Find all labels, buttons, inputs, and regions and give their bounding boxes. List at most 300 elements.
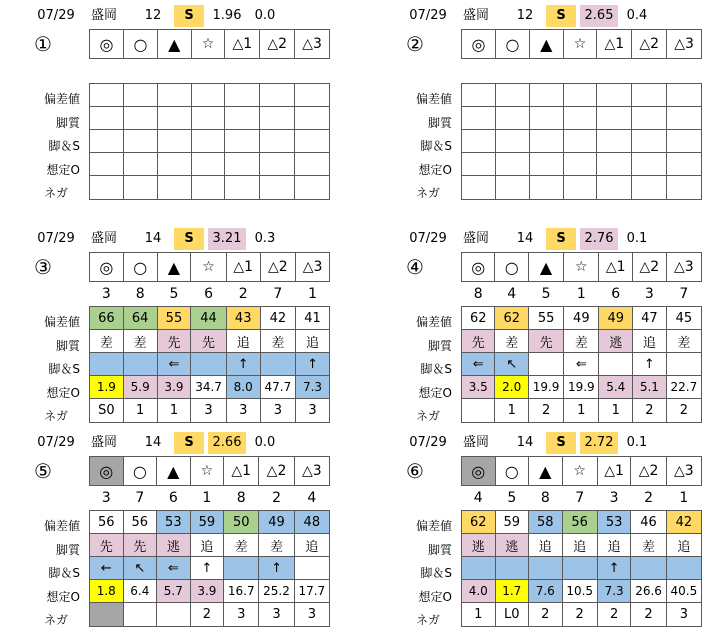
mark-cell: ○ [495,253,528,282]
running-style-cell: 差 [631,534,666,557]
nega-cell [295,176,330,200]
mark-cell: △2 [633,253,667,282]
ashi-s-row [462,557,702,580]
running-style-cell [632,107,667,130]
mark-cell: △3 [294,457,329,486]
horse-number-cell: 8 [540,490,550,506]
expected-odds-cell: 7.3 [296,376,330,399]
nega-cell: 2 [597,603,631,627]
nega-cell: 1 [157,399,191,423]
horse-number-cell [563,59,597,84]
deviation-cell: 56 [90,511,124,534]
deviation-cell: 49 [564,307,599,330]
expected-odds-cell [529,153,563,176]
nega-cell: 3 [226,399,260,423]
nega-cell: 2 [529,603,563,627]
ashi-s-cell: ⇐ [157,557,191,580]
running-style-row [462,330,702,353]
ashi-s-cell: ⇐ [462,353,495,376]
expected-odds-cell: 26.6 [631,580,666,603]
deviation-row [90,84,330,107]
nega-cell: 3 [294,603,329,627]
ashi-s-cell [529,557,563,580]
deviation-cell: 46 [631,511,666,534]
horse-number-cell: 5 [541,286,551,302]
deviation-cell [462,84,496,107]
grade-badge: S [174,228,204,250]
running-style-cell [295,107,330,130]
horse-number-cell [529,59,563,84]
running-style-cell: 追 [666,534,701,557]
running-style-cell: 逃 [599,330,633,353]
row-label: 想定O [46,385,80,400]
running-style-cell: 先 [157,330,191,353]
ashi-s-cell [157,130,191,153]
horse-number-row [90,486,330,511]
index-value: 2.72 [580,432,618,454]
race-number: ④ [406,255,424,279]
expected-odds-cell [495,153,529,176]
race-date: 07/29 [409,8,447,23]
deviation-cell: 56 [123,511,157,534]
deviation-cell: 59 [190,511,224,534]
horse-number-cell: 8 [236,490,246,506]
expected-odds-cell: 40.5 [666,580,701,603]
ashi-s-cell [123,353,157,376]
deviation-cell [563,84,597,107]
nega-cell [462,399,495,423]
nega-cell: 1 [564,399,599,423]
ashi-s-cell [666,353,701,376]
row-label: 偏差値 [415,315,452,329]
panel-header [30,432,330,456]
horse-number-cell [90,59,124,84]
ashi-s-cell: ↑ [190,557,224,580]
mark-cell: △3 [296,253,330,282]
index-value: 2.76 [580,228,618,250]
ashi-s-cell: ↖ [495,353,528,376]
running-style-row [462,107,702,130]
running-style-cell: 先 [191,330,226,353]
runner-count: 14 [516,231,534,246]
expected-odds-row [90,376,330,399]
nega-row [462,176,702,200]
horse-number-cell: 4 [507,286,517,302]
race-date: 07/29 [37,435,75,450]
diff-value: 0.3 [254,231,276,246]
venue-name: 盛岡 [90,231,117,246]
ashi-s-cell: ← [90,557,124,580]
expected-odds-cell: 19.9 [528,376,563,399]
deviation-cell: 53 [597,511,631,534]
ashi-s-cell [260,130,295,153]
expected-odds-cell: 3.9 [157,376,191,399]
horse-number-cell: 8 [473,286,483,302]
panel-header [30,5,330,29]
deviation-cell [90,84,124,107]
deviation-cell: 41 [296,307,330,330]
race-panel-4 [402,228,702,438]
row-label: 偏差値 [415,92,452,106]
row-label: 脚質 [427,542,452,557]
ashi-s-cell [90,130,124,153]
running-style-cell: 逃 [462,534,496,557]
running-style-cell: 差 [259,534,294,557]
deviation-cell [295,84,330,107]
running-style-cell [529,107,563,130]
deviation-cell: 56 [562,511,597,534]
mark-cell: △1 [597,457,631,486]
running-style-cell: 逃 [495,534,529,557]
ashi-s-cell [666,557,701,580]
venue-name: 盛岡 [90,8,117,23]
nega-cell: 1 [123,399,157,423]
running-style-cell: 先 [123,534,157,557]
deviation-cell [529,84,563,107]
nega-row [462,603,702,627]
horse-number-cell: 1 [308,286,317,302]
expected-odds-cell: 1.7 [495,580,529,603]
mark-cell: △3 [666,457,701,486]
row-label: ネガ [415,613,440,627]
venue-name: 盛岡 [462,8,489,23]
deviation-cell: 48 [294,511,329,534]
running-style-cell: 差 [260,330,295,353]
nega-cell: 3 [666,603,701,627]
nega-cell: L0 [495,603,529,627]
mark-cell: △1 [224,457,259,486]
horse-number-row [90,282,330,307]
deviation-cell: 45 [666,307,701,330]
index-value: 2.66 [208,432,246,454]
mark-cell: ▲ [157,30,191,59]
mark-cell: ◎ [90,30,124,59]
ashi-s-row [462,130,702,153]
expected-odds-cell: 2.0 [495,376,528,399]
expected-odds-row [90,153,330,176]
deviation-cell: 49 [599,307,633,330]
deviation-cell: 62 [495,307,528,330]
expected-odds-cell: 8.0 [226,376,260,399]
row-label: 想定O [46,589,80,604]
deviation-cell: 50 [224,511,259,534]
grade-badge: S [174,5,204,27]
nega-cell [529,176,563,200]
running-style-cell: 先 [528,330,563,353]
ashi-s-cell [294,557,329,580]
row-label: ネガ [415,409,440,423]
mark-cell: △1 [225,30,260,59]
horse-number-cell: 1 [202,490,212,506]
expected-odds-cell: 7.6 [529,580,563,603]
deviation-cell: 47 [633,307,667,330]
index-value: 3.21 [208,228,246,250]
nega-cell [260,176,295,200]
mark-cell: △2 [260,30,295,59]
mark-cell: △3 [666,253,701,282]
nega-row [90,399,330,423]
mark-cell: ◎ [462,30,496,59]
row-label: 脚＆S [420,566,452,580]
expected-odds-cell [157,153,191,176]
horse-number-cell: 7 [135,490,145,506]
running-style-cell [90,107,124,130]
horse-number-cell: 6 [204,286,213,302]
nega-cell [90,603,124,627]
expected-odds-cell: 22.7 [666,376,701,399]
row-labels [394,88,454,206]
ashi-s-cell [632,130,667,153]
panel-header [402,432,702,456]
expected-odds-cell [123,153,157,176]
mark-cell: △2 [631,457,666,486]
mark-row [462,30,702,59]
ashi-s-cell: ⇐ [157,353,191,376]
venue-name: 盛岡 [462,435,489,450]
nega-cell: 3 [224,603,259,627]
running-style-cell [462,107,496,130]
race-number: ② [406,32,424,56]
nega-cell: 3 [260,399,295,423]
row-labels [394,515,454,633]
row-label: 脚＆S [48,362,80,376]
mark-cell: △1 [597,30,632,59]
horse-number-cell [157,59,191,84]
ashi-s-cell: ↑ [597,557,631,580]
ashi-s-cell [599,353,633,376]
deviation-cell: 66 [90,307,124,330]
deviation-cell [191,84,225,107]
running-style-cell: 先 [90,534,124,557]
row-label: ネガ [43,613,68,627]
nega-cell [90,176,124,200]
running-style-cell [191,107,225,130]
nega-cell: S0 [90,399,124,423]
mark-cell: △2 [632,30,667,59]
running-style-cell [225,107,260,130]
horse-number-cell [260,59,295,84]
horse-number-row [462,59,702,84]
expected-odds-cell [462,153,496,176]
mark-cell: ▲ [529,457,563,486]
horse-number-cell: 7 [679,286,689,302]
deviation-cell [260,84,295,107]
prediction-table [461,456,702,627]
ashi-s-row [462,353,702,376]
nega-cell: 1 [462,603,496,627]
prediction-table [89,252,330,423]
horse-number-cell [462,59,496,84]
row-label: 偏差値 [43,92,80,106]
deviation-cell [123,84,157,107]
expected-odds-cell: 17.7 [294,580,329,603]
ashi-s-cell [462,130,496,153]
expected-odds-cell: 5.7 [157,580,191,603]
expected-odds-cell [563,153,597,176]
diff-value: 0.4 [626,8,648,23]
mark-cell: ▲ [528,253,563,282]
row-labels [22,515,82,633]
running-style-cell: 追 [633,330,667,353]
horse-number-cell: 8 [135,286,145,302]
nega-cell [123,603,157,627]
ashi-s-cell [90,353,124,376]
horse-number-row [462,282,702,307]
expected-odds-row [90,580,330,603]
horse-number-cell: 3 [101,286,111,302]
horse-number-cell: 4 [473,490,483,506]
deviation-cell: 42 [260,307,295,330]
ashi-s-row [90,557,330,580]
running-style-cell: 差 [495,330,528,353]
nega-cell [157,176,191,200]
horse-number-cell: 3 [101,490,111,506]
running-style-cell: 追 [226,330,260,353]
horse-number-cell [495,59,529,84]
horse-number-cell: 5 [169,286,179,302]
deviation-cell [157,84,191,107]
expected-odds-cell [90,153,124,176]
deviation-cell: 55 [157,307,191,330]
nega-cell [667,176,702,200]
running-style-cell: 差 [666,330,701,353]
row-label: 想定O [418,385,452,400]
row-label: 脚質 [55,338,80,353]
expected-odds-cell: 1.8 [90,580,124,603]
horse-number-cell [191,59,225,84]
ashi-s-cell [462,557,496,580]
running-style-cell [495,107,529,130]
race-panel-2 [402,5,702,215]
running-style-cell: 追 [562,534,597,557]
horse-number-cell: 7 [273,286,283,302]
nega-cell: 2 [528,399,563,423]
ashi-s-row [90,353,330,376]
expected-odds-cell: 7.3 [597,580,631,603]
mark-cell: ☆ [191,30,225,59]
running-style-cell: 差 [564,330,599,353]
ashi-s-cell [529,130,563,153]
mark-cell: ○ [123,253,157,282]
panel-header [30,228,330,252]
mark-cell: ○ [495,30,529,59]
ashi-s-cell: ↑ [259,557,294,580]
nega-cell: 3 [259,603,294,627]
mark-cell: ◎ [462,457,496,486]
nega-row [462,399,702,423]
venue-name: 盛岡 [462,231,489,246]
nega-cell: 2 [631,603,666,627]
ashi-s-cell [667,130,702,153]
mark-row [90,457,330,486]
horse-number-cell: 3 [609,490,619,506]
running-style-cell: 逃 [157,534,191,557]
grade-badge: S [546,5,576,27]
expected-odds-cell: 4.0 [462,580,496,603]
deviation-row [462,307,702,330]
row-label: ネガ [415,186,440,200]
expected-odds-cell: 47.7 [260,376,295,399]
diff-value: 0.0 [254,435,276,450]
expected-odds-row [462,153,702,176]
deviation-cell: 62 [462,511,496,534]
diff-value: 0.0 [254,8,276,23]
mark-cell: ▲ [529,30,563,59]
expected-odds-cell [597,153,632,176]
race-date: 07/29 [37,8,75,23]
expected-odds-cell: 16.7 [224,580,259,603]
horse-number-cell [295,59,330,84]
nega-cell [597,176,632,200]
race-panel-1 [30,5,330,215]
horse-number-cell: 2 [644,490,654,506]
ashi-s-cell [191,353,226,376]
nega-cell [462,176,496,200]
mark-cell: ☆ [191,253,226,282]
prediction-table [461,252,702,423]
horse-number-cell: 2 [238,286,248,302]
mark-cell: ▲ [157,457,191,486]
ashi-s-cell: ↖ [123,557,157,580]
expected-odds-cell: 5.9 [123,376,157,399]
race-number: ① [34,32,52,56]
deviation-cell: 42 [666,511,701,534]
grade-badge: S [546,432,576,454]
mark-row [90,253,330,282]
race-number: ⑥ [406,459,424,483]
expected-odds-cell: 3.9 [190,580,224,603]
panel-header [402,228,702,252]
mark-cell: △1 [599,253,633,282]
row-label: 想定O [46,162,80,177]
expected-odds-cell: 1.9 [90,376,124,399]
horse-number-cell [632,59,667,84]
ashi-s-cell [495,130,529,153]
index-value: 2.65 [580,5,618,27]
nega-cell: 1 [495,399,528,423]
nega-cell: 1 [599,399,633,423]
runner-count: 12 [144,8,162,23]
row-label: 脚＆S [420,139,452,153]
nega-cell: 2 [666,399,701,423]
deviation-cell [225,84,260,107]
prediction-table [89,456,330,627]
index-value: 1.96 [212,8,242,23]
ashi-s-cell [528,353,563,376]
expected-odds-cell: 34.7 [191,376,226,399]
deviation-cell: 58 [529,511,563,534]
ashi-s-cell [597,130,632,153]
mark-cell: ◎ [90,457,124,486]
grade-badge: S [546,228,576,250]
deviation-row [90,307,330,330]
deviation-cell: 55 [528,307,563,330]
deviation-cell [495,84,529,107]
row-label: 脚質 [427,338,452,353]
race-panel-6 [402,432,702,642]
running-style-cell [157,107,191,130]
row-label: 脚質 [55,542,80,557]
diff-value: 0.1 [626,435,648,450]
horse-number-cell: 3 [644,286,654,302]
runner-count: 14 [516,435,534,450]
nega-row [90,176,330,200]
ashi-s-cell: ⇐ [564,353,599,376]
row-label: 偏差値 [43,315,80,329]
ashi-s-cell: ↑ [296,353,330,376]
mark-cell: △1 [226,253,260,282]
running-style-row [90,107,330,130]
